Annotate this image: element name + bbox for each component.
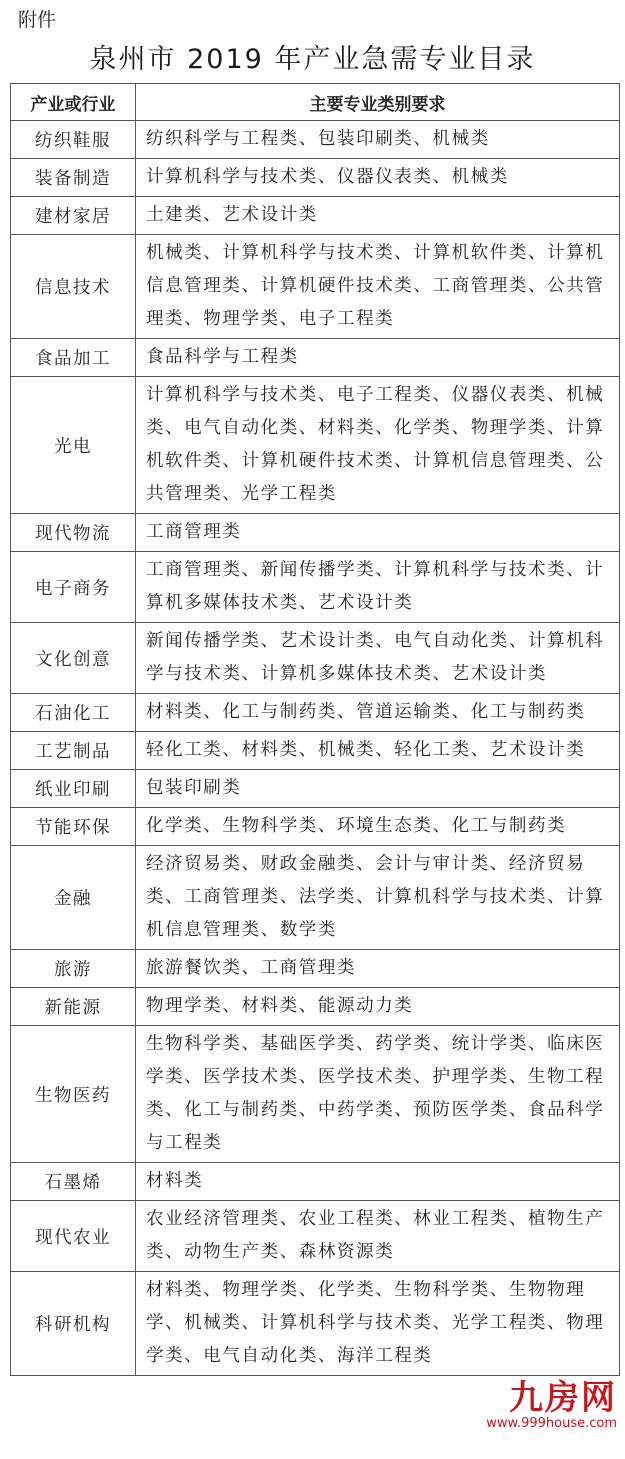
majors-cell: 工商管理类、新闻传播学类、计算机科学与技术类、计算机多媒体技术类、艺术设计类 [136,552,620,623]
header-industry: 产业或行业 [11,84,136,121]
industry-cell: 电子商务 [11,552,136,623]
majors-cell: 材料类 [136,1163,620,1201]
industry-cell: 现代物流 [11,514,136,552]
majors-cell: 土建类、艺术设计类 [136,197,620,235]
header-majors: 主要专业类别要求 [136,84,620,121]
majors-cell: 农业经济管理类、农业工程类、林业工程类、植物生产类、动物生产类、森林资源类 [136,1201,620,1272]
majors-cell: 机械类、计算机科学与技术类、计算机软件类、计算机信息管理类、计算机硬件技术类、工商管理类、公共管理类、物理学类、电子工程类 [136,235,620,339]
industry-cell: 金融 [11,846,136,950]
table-row [11,159,620,197]
industry-cell: 纺织鞋服 [11,121,136,159]
table-row [11,1026,620,1163]
majors-table [10,83,620,1376]
industry-cell: 光电 [11,377,136,514]
industry-cell: 工艺制品 [11,732,136,770]
watermark [0,1376,625,1436]
watermark-url: www.999house.com [486,1416,617,1431]
industry-cell: 装备制造 [11,159,136,197]
table-row [11,846,620,950]
majors-cell: 食品科学与工程类 [136,339,620,377]
majors-cell: 材料类、化工与制药类、管道运输类、化工与制药类 [136,694,620,732]
industry-cell: 信息技术 [11,235,136,339]
table-row [11,808,620,846]
industry-cell: 石墨烯 [11,1163,136,1201]
table-row [11,339,620,377]
watermark-logo: 九房网 [509,1378,617,1418]
majors-cell: 新闻传播学类、艺术设计类、电气自动化类、计算机科学与技术类、计算机多媒体技术类、艺术设计类 [136,623,620,694]
table-row [11,197,620,235]
table-row [11,950,620,988]
industry-cell: 建材家居 [11,197,136,235]
majors-cell: 纺织科学与工程类、包装印刷类、机械类 [136,121,620,159]
industry-cell: 科研机构 [11,1272,136,1376]
table-row [11,514,620,552]
industry-cell: 生物医药 [11,1026,136,1163]
table-row [11,770,620,808]
majors-cell: 工商管理类 [136,514,620,552]
industry-cell: 节能环保 [11,808,136,846]
industry-cell: 旅游 [11,950,136,988]
attachment-label: 附件 [18,9,57,31]
table-header-row [11,84,620,121]
table-row [11,732,620,770]
industry-cell: 石油化工 [11,694,136,732]
majors-cell: 轻化工类、材料类、机械类、轻化工类、艺术设计类 [136,732,620,770]
table-row [11,121,620,159]
majors-cell: 包装印刷类 [136,770,620,808]
table-row [11,552,620,623]
majors-cell: 旅游餐饮类、工商管理类 [136,950,620,988]
majors-cell: 化学类、生物科学类、环境生态类、化工与制药类 [136,808,620,846]
table-row [11,235,620,339]
majors-cell: 物理学类、材料类、能源动力类 [136,988,620,1026]
table-row [11,1272,620,1376]
industry-cell: 现代农业 [11,1201,136,1272]
majors-cell: 计算机科学与技术类、仪器仪表类、机械类 [136,159,620,197]
industry-cell: 文化创意 [11,623,136,694]
industry-cell: 纸业印刷 [11,770,136,808]
majors-cell: 经济贸易类、财政金融类、会计与审计类、经济贸易类、工商管理类、法学类、计算机科学与技术类、计算机信息管理类、数学类 [136,846,620,950]
table-row [11,1201,620,1272]
table-row [11,988,620,1026]
table-row [11,694,620,732]
majors-cell: 生物科学类、基础医学类、药学类、统计学类、临床医学类、医学技术类、医学技术类、护理学类、生物工程类、化工与制药类、中药学类、预防医学类、食品科学与工程类 [136,1026,620,1163]
industry-cell: 新能源 [11,988,136,1026]
table-row [11,377,620,514]
page-title: 泉州市 2019 年产业急需专业目录 [89,44,536,75]
majors-cell: 材料类、物理学类、化学类、生物科学类、生物物理学、机械类、计算机科学与技术类、光学工程类、物理学类、电气自动化类、海洋工程类 [136,1272,620,1376]
table-row [11,623,620,694]
table-row [11,1163,620,1201]
industry-cell: 食品加工 [11,339,136,377]
majors-cell: 计算机科学与技术类、电子工程类、仪器仪表类、机械类、电气自动化类、材料类、化学类、物理学类、计算机软件类、计算机硬件技术类、计算机信息管理类、公共管理类、光学工程类 [136,377,620,514]
